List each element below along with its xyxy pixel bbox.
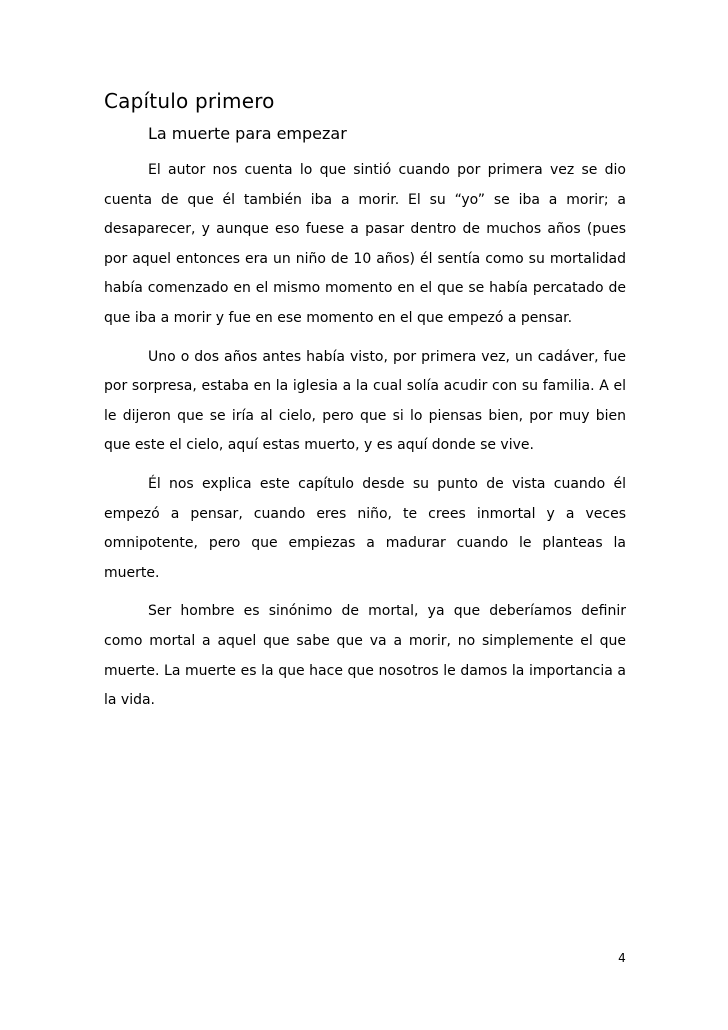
paragraph-1: El autor nos cuenta lo que sintió cuando por primera vez se dio cuenta de que él también iba a morir. El su “yo” se iba a morir; a desaparecer, y aunque eso fuese a pasar dentro de muchos años (pues por aquel entonces era un niño de 10 años) él sentía como su mortalidad había comenzado en el mismo momento en el que se había percatado de que iba a morir y fue en ese momento en el que empezó a pensar. [104,162,626,326]
page-number: 4 [618,951,626,965]
chapter-title: Capítulo primero [104,89,275,113]
section-title: La muerte para empezar [148,124,347,143]
page-content [104,88,626,725]
paragraph-3: Él nos explica este capítulo desde su punto de vista cuando él empezó a pensar, cuando eres niño, te crees inmortal y a veces omnipotente, pero que empiezas a madurar cuando le planteas la muerte. [104,475,626,581]
paragraph-2: Uno o dos años antes había visto, por primera vez, un cadáver, fue por sorpresa, estaba en la iglesia a la cual solía acudir con su familia. A el le dijeron que se iría al cielo, pero que si lo piensas bien, por muy bien que este el cielo, aquí estas muerto, y es aquí donde se vive. [104,348,626,454]
paragraph-4: Ser hombre es sinónimo de mortal, ya que deberíamos definir como mortal a aquel que sabe que va a morir, no simplemente el que muerte. La muerte es la que hace que nosotros le damos la importancia a la vida. [104,603,626,709]
